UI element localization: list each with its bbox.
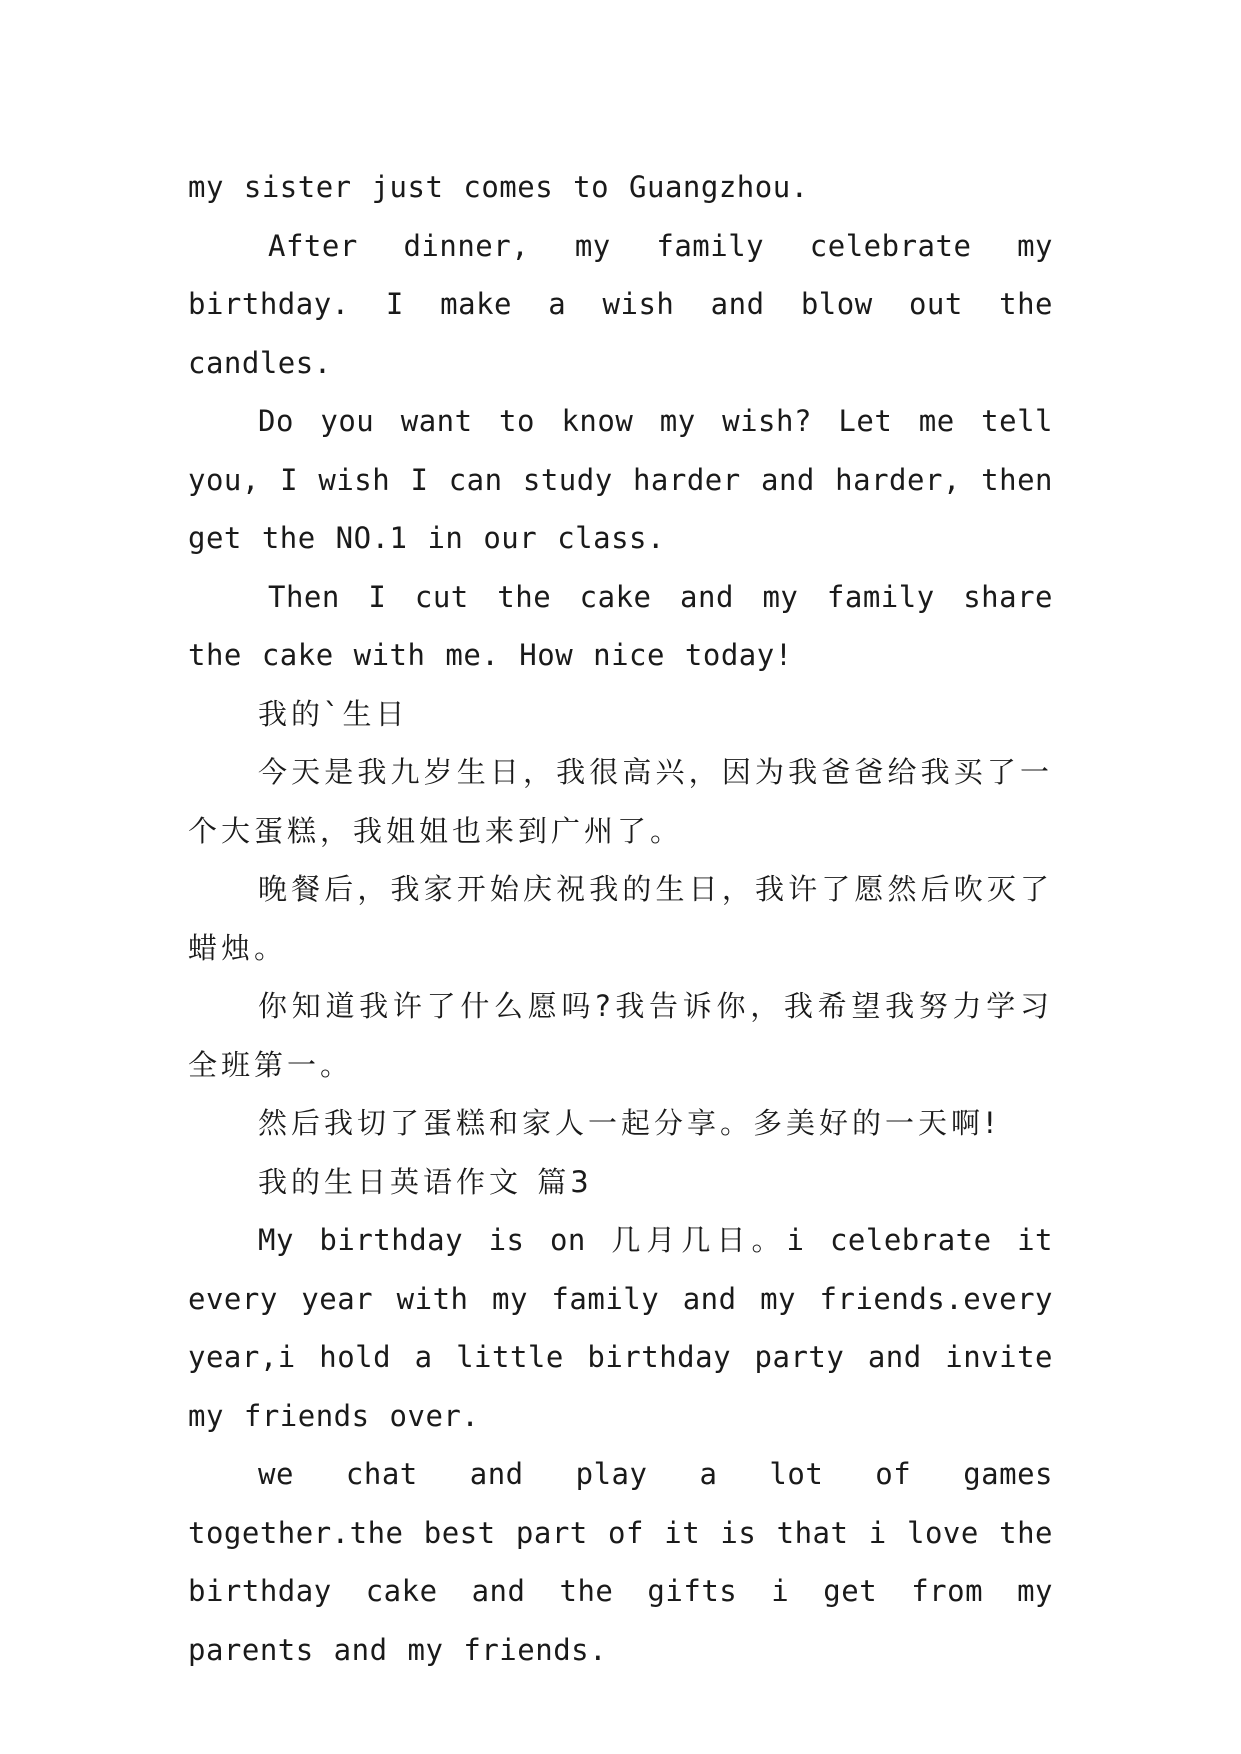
paragraph-zh-dinner: 晚餐后，我家开始庆祝我的生日，我许了愿然后吹灭了蜡烛。	[188, 872, 1053, 965]
paragraph-zh-cake: 然后我切了蛋糕和家人一起分享。多美好的一天啊!	[258, 1106, 1000, 1140]
section-title-chinese: 我的`生日	[258, 696, 409, 731]
paragraph-wish: Do you want to know my wish? Let me tell you, I wish I can study harder and harder, then get the NO.1 in our class.	[188, 404, 1053, 555]
paragraph-my-birthday: My birthday is on 几月几日。i celebrate it every year with my family and my friends.every year,i hold a little birthday party and invite my friends over.	[188, 1223, 1053, 1433]
paragraph-zh-wish: 你知道我许了什么愿吗?我告诉你，我希望我努力学习全班第一。	[188, 989, 1053, 1082]
paragraph-zh-birthday: 今天是我九岁生日，我很高兴，因为我爸爸给我买了一个大蛋糕，我姐姐也来到广州了。	[188, 755, 1053, 848]
paragraph-after-dinner: After dinner, my family celebrate my birthday. I make a wish and blow out the candles.	[188, 228, 1053, 380]
paragraph-continuation: my sister just comes to Guangzhou.	[188, 170, 809, 204]
paragraph-cut-cake: Then I cut the cake and my family share the cake with me. How nice today!	[188, 579, 1053, 672]
section-title-essay-3: 我的生日英语作文 篇3	[258, 1164, 593, 1199]
document-body	[188, 158, 1053, 1679]
paragraph-chat-play: we chat and play a lot of games together.the best part of it is that i love the birthday cake and the gifts i get from my parents and my friends.	[188, 1457, 1053, 1667]
